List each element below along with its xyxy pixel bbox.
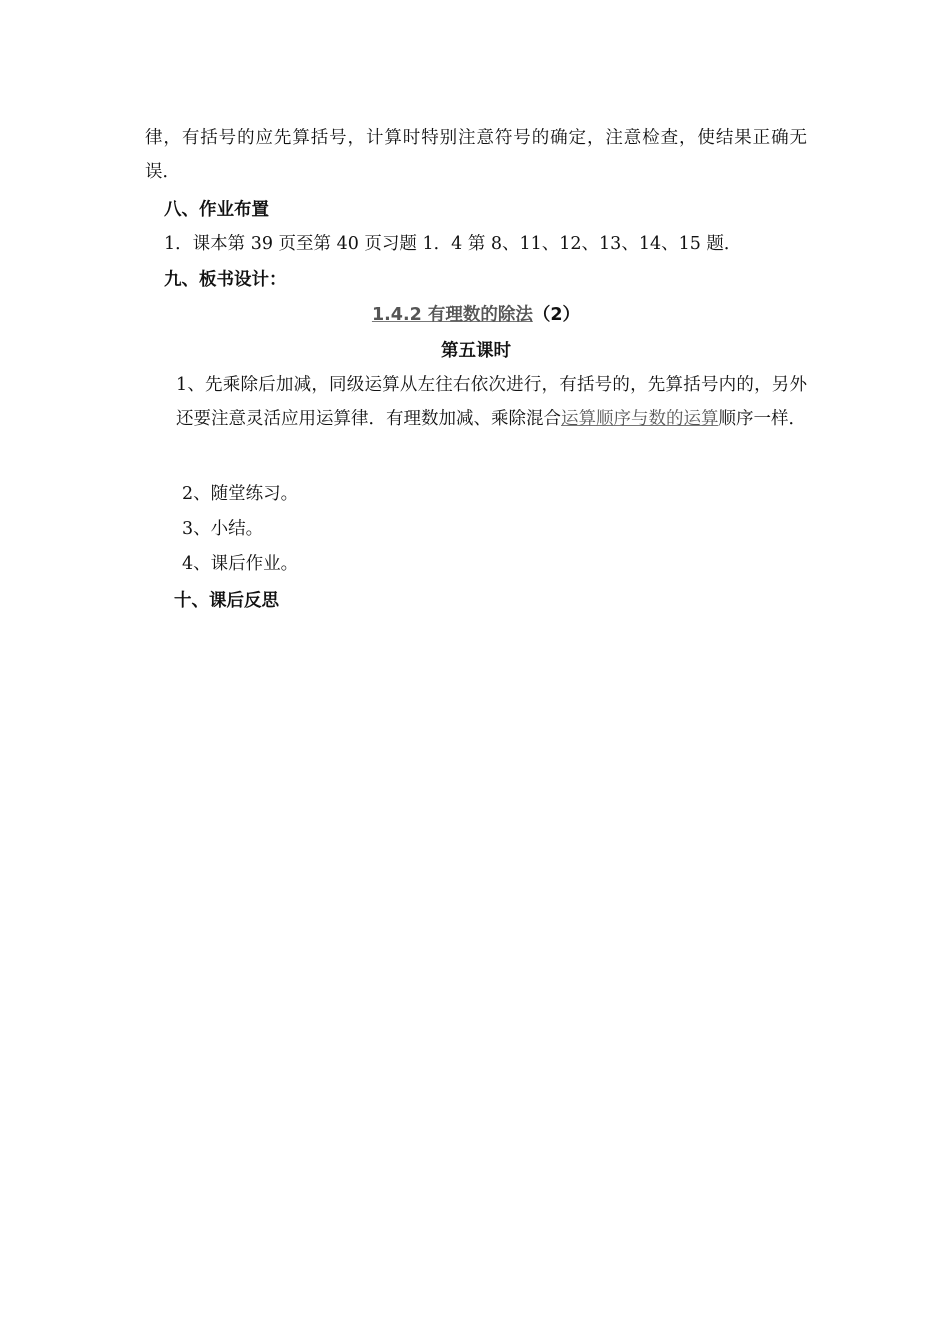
section-10-heading: 十、课后反思 [174, 591, 279, 611]
board-item-3: 3、小结。 [182, 519, 264, 539]
board-item-1 [176, 368, 807, 436]
board-item-1-text-b: 顺序一样． [718, 409, 806, 429]
operation-order-link[interactable]: 运算顺序与数的运算 [561, 409, 719, 429]
board-title-suffix: （2） [532, 305, 581, 325]
board-item-4: 4、课后作业。 [182, 554, 299, 574]
board-item-1-text-a: 1、先乘除后加减，同级运算从左往右依次进行，有括号的，先算括号内的，另外还要注意灵活应用运算律．有理数加减、乘除混合 [176, 375, 807, 429]
homework-item: 1．课本第 39 页至第 40 页习题 1．4 第 8、11、12、13、14、15 题． [164, 234, 742, 254]
section-8-heading: 八、作业布置 [164, 200, 269, 220]
board-subtitle: 第五课时 [441, 341, 511, 361]
section-9-heading: 九、板书设计： [164, 270, 287, 290]
board-title [145, 303, 807, 327]
board-title-link[interactable]: 1.4.2 有理数的除法 [371, 305, 533, 325]
board-item-2: 2、随堂练习。 [182, 484, 299, 504]
intro-paragraph: 律，有括号的应先算括号，计算时特别注意符号的确定，注意检查，使结果正确无误． [145, 128, 807, 182]
